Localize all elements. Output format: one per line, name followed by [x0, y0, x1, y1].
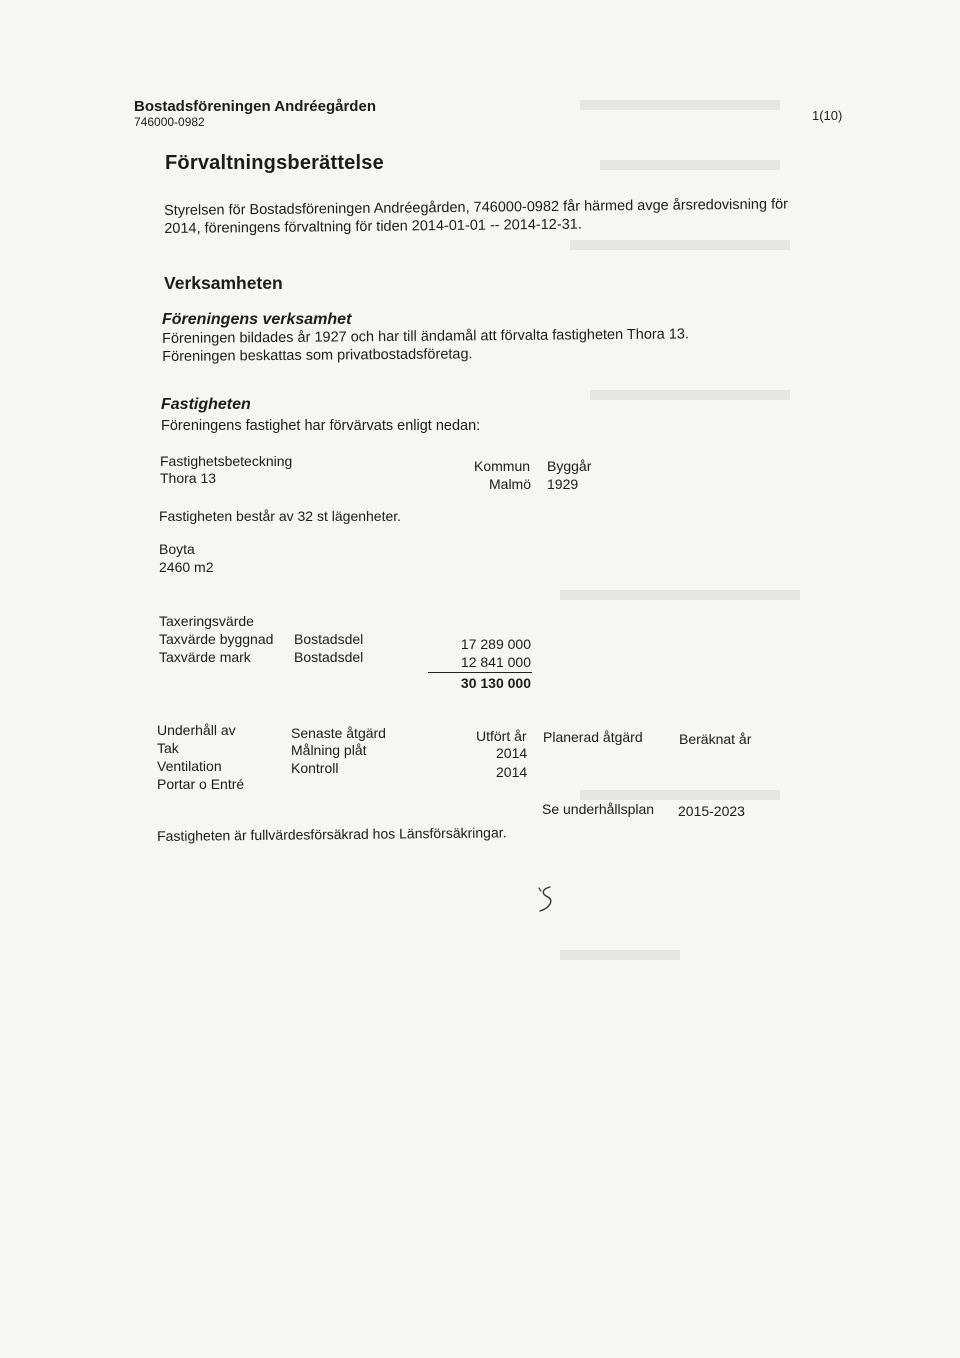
handwritten-initial-mark [536, 884, 558, 914]
maintenance-plan-years: 2015-2023 [678, 803, 745, 819]
municipality-value: Malmö [489, 476, 532, 492]
organization-name: Bostadsföreningen Andréegården [134, 98, 376, 115]
subheading-foreningens-verksamhet: Föreningens verksamhet [162, 311, 352, 328]
maintenance-header-estimated-year: Beräknat år [679, 731, 752, 747]
property-designation-value: Thora 13 [160, 470, 217, 486]
maintenance-row-item: Tak [157, 740, 179, 756]
tax-total-value: 30 130 000 [460, 675, 531, 691]
maintenance-header-planned: Planerad åtgärd [543, 729, 643, 745]
maintenance-header-done-year: Utfört år [476, 728, 527, 744]
fastighet-intro: Föreningens fastighet har förvärvats enligt nedan: [161, 418, 481, 434]
intro-paragraph: Styrelsen för Bostadsföreningen Andréegården, 746000-0982 får härmed avge årsredovisning för 2014, föreningens förvaltning för tiden 2014-01-01 -- 2014-12-31. [164, 196, 789, 237]
property-designation-label: Fastighetsbeteckning [160, 453, 293, 469]
subheading-fastigheten: Fastigheten [161, 396, 251, 413]
tax-row-value: 12 841 000 [460, 654, 531, 670]
section-heading-verksamheten: Verksamheten [164, 273, 283, 293]
apartment-count-text: Fastigheten består av 32 st lägenheter. [159, 508, 402, 524]
build-year-value: 1929 [547, 476, 579, 492]
municipality-label: Kommun [474, 458, 531, 474]
tax-row-part: Bostadsdel [294, 631, 364, 647]
tax-row-part: Bostadsdel [294, 649, 364, 665]
living-area-label: Boyta [159, 541, 195, 557]
verksamhet-line-2: Föreningen beskattas som privatbostadsföretag. [162, 346, 473, 365]
maintenance-header-item: Underhåll av [157, 722, 236, 738]
tax-row-label: Taxvärde mark [159, 649, 251, 665]
maintenance-row-done-year: 2014 [496, 764, 528, 780]
maintenance-row-last-action: Kontroll [291, 760, 339, 776]
organization-number: 746000-0982 [134, 115, 205, 129]
tax-row-label: Taxvärde byggnad [159, 631, 274, 647]
maintenance-row-last-action: Målning plåt [291, 742, 367, 758]
insurance-statement: Fastigheten är fullvärdesförsäkrad hos Länsförsäkringar. [157, 824, 507, 844]
living-area-value: 2460 m2 [159, 559, 214, 575]
tax-sum-rule [428, 672, 532, 673]
tax-value-heading: Taxeringsvärde [159, 613, 254, 629]
build-year-label: Byggår [547, 458, 592, 474]
verksamhet-line-1: Föreningen bildades år 1927 och har till ändamål att förvalta fastigheten Thora 13. [162, 326, 690, 347]
report-title: Förvaltningsberättelse [165, 152, 384, 174]
maintenance-row-done-year: 2014 [496, 745, 528, 761]
maintenance-header-last-action: Senaste åtgärd [291, 725, 386, 741]
maintenance-row-item: Ventilation [157, 758, 222, 774]
maintenance-row-item: Portar o Entré [157, 776, 245, 792]
bleed-through-shadow [560, 90, 860, 1090]
page-number: 1(10) [812, 108, 843, 123]
tax-row-value: 17 289 000 [460, 636, 531, 652]
verksamhet-paragraph [162, 325, 782, 366]
maintenance-plan-label: Se underhållsplan [542, 801, 655, 817]
